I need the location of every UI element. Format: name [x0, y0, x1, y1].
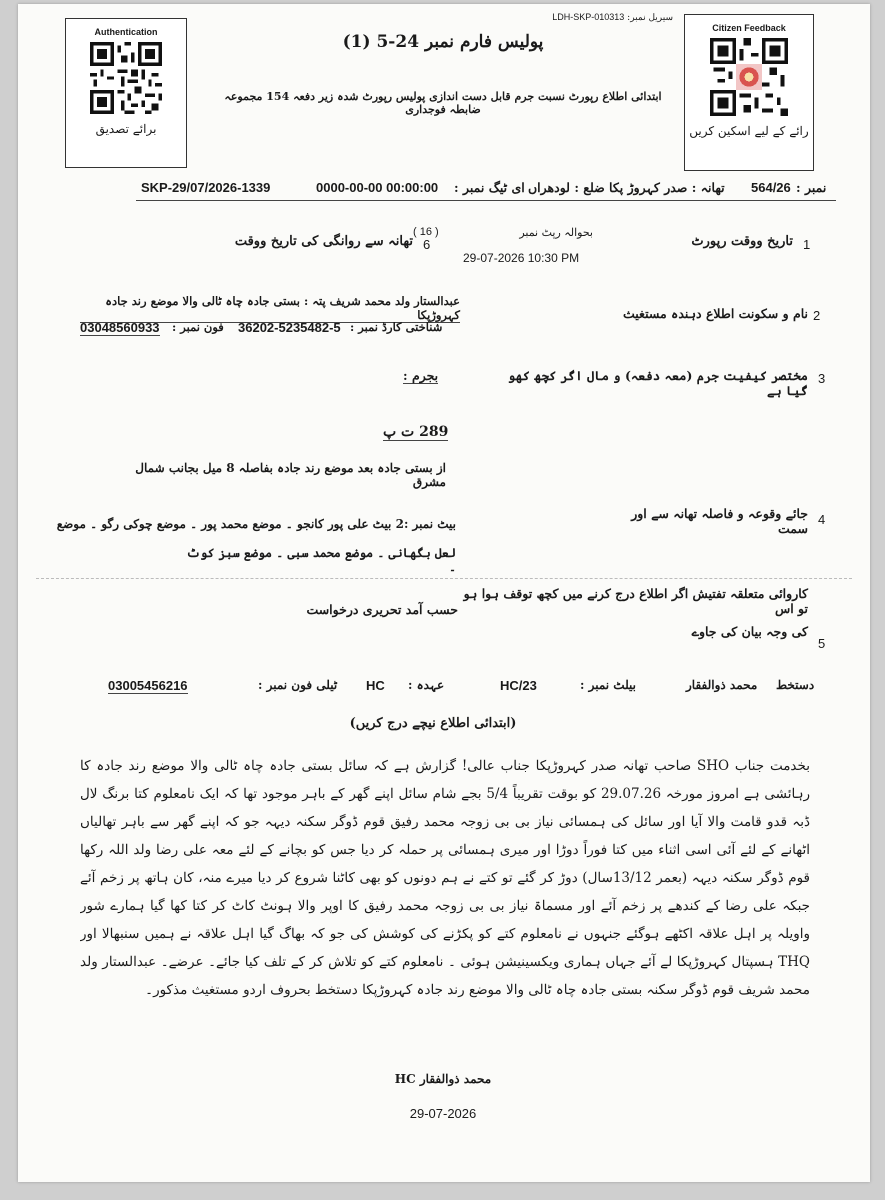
item-5-label-line-2: کی وجہ بیان کی جاوے: [691, 624, 808, 639]
item-5-value: حسب آمد تحریری درخواست: [306, 602, 458, 617]
form-title: پولیس فارم نمبر 24-5 (1): [342, 32, 544, 52]
complainant-phone: 03048560933: [80, 320, 160, 335]
item-4-number: 4: [818, 512, 826, 527]
reference-line: [136, 180, 836, 202]
item-4-beat-line-2: لعل بگھانی ۔ موضع محمد سبی ۔ موضع سبز کوٹ ۔: [186, 546, 456, 574]
etag-value: 0000-00-00 00:00:00: [316, 180, 439, 195]
item-5-label-line-1: کاروائی متعلقہ تفتیش اگر اطلاع درج کرنے میں کچھ توقف ہوا ہو تو اس: [463, 586, 808, 616]
item-2-number: 2: [813, 308, 821, 323]
item-4-label: جائے وقوعہ و فاصلہ تھانہ سے اور سمت: [631, 506, 808, 536]
officer-name: محمد ذوالفقار: [686, 678, 758, 692]
complaint-body: بخدمت جناب SHO صاحب تھانہ صدر کہروڑپکا جناب عالی! گزارش ہے کہ سائل بستی جادہ چاہ ٹالی والا موضع رند جادہ کا رہائشی ہے امروز مورخہ 29.07.26 کو بوقت تقریباً 5/4 بجے شام سائل اپنے گھر کے باہر موجود تھا کہ ایک نامعلوم کتا برنگ لال ڈبہ قدو قامت والا آیا اور سائل کی ہمسائی نیاز بی بی زوجہ محمد رفیق قوم ڈوگر سکنہ دیہہ جو کہ اپنے گھر سے باہر تھالیاں اٹھانے کے لئے آئی اسی اثناء میں کتا فوراً دوڑا اور میری ہمسائی پر حملہ کر دیا جس کو بچانے کے لئے معہ علی رضا ولد اللہ رکھا قوم ڈوگر سکنہ دیہہ (بعمر 13/12سال) دوڑ کر گئے تو کتے نے ہم دونوں کو بھی کاٹنا شروع کر دیا میرے منہ، کان ہاتھ پر زخم آئے جبکہ علی رضا کے کندھے پر زخم آئے اور مسماۃ نیاز بی بی زوجہ محمد رفیق کا اوپر والا ہونٹ کاٹ کر کتا کھا گیا ہمارے شور واویلہ پر اہل علاقہ اکٹھے ہوگئے جنہوں نے نامعلوم کتے کو پکڑنے کی کوشش کی جو کہ بھاگ گیا اہل علاقہ نے ہمیں سنبھالا اور THQ ہسپتال کہروڑپکا لے آئے جہاں ہماری ویکسینیشن ہوئی ۔ نامعلوم کتے کو تلاش کر کے تلف کیا جائے۔ عرضے۔ عبدالستار ولد محمد شریف قوم ڈوگر سکنہ بستی جادہ چاہ ٹالی والا موضع رند جادہ کہروڑپکا دستخط بحروف اردو مستغیث مذکور۔: [80, 758, 810, 998]
officer-rank-label: عہدہ :: [408, 678, 445, 692]
authentication-qr-code: [90, 42, 162, 114]
item-3-number: 3: [818, 371, 826, 386]
first-information-heading: (ابتدائی اطلاع نیچے درج کریں): [349, 716, 517, 731]
serial-number-row: [533, 12, 673, 23]
item-3-section: 289 ت پ: [383, 424, 449, 440]
item-3-label: مختصر کیفیت جرم (معہ دفعہ) و مال اگر کچھ کھو گیا ہے: [507, 368, 808, 398]
citizen-feedback-caption: رائے کے لیے اسکین کریں: [689, 124, 809, 138]
section-divider: [36, 578, 852, 579]
footer-date: 29-07-2026: [409, 1106, 477, 1121]
officer-belt-label: بیلٹ نمبر :: [580, 678, 637, 692]
signature-row: [108, 678, 818, 702]
complainant-cnic-label: شناختی کارڈ نمبر :: [350, 320, 443, 334]
officer-phone-label: ٹیلی فون نمبر :: [258, 678, 338, 692]
citizen-feedback-title: Citizen Feedback: [712, 23, 786, 33]
authentication-caption: برائے تصدیق: [95, 122, 157, 136]
etag-label: ای ٹیگ نمبر :: [454, 180, 525, 195]
authentication-qr-box: [65, 18, 187, 168]
item-4-beat-line-1: بیٹ نمبر :2 بیٹ علی پور کانجو ۔ موضع محمد پور ۔ موضع چوکی رگو ۔ موضع: [56, 517, 456, 531]
item-6-label: تھانہ سے روانگی کی تاریخ ووقت: [234, 234, 413, 249]
item-3-crime-label: بجرم :: [403, 368, 439, 383]
serial-number-label: سیریل نمبر:: [627, 13, 673, 23]
citizen-feedback-qr-box: [684, 14, 814, 171]
item-2-complainant: عبدالستار ولد محمد شریف پتہ : بستی جادہ چاہ ٹالی والا موضع رند جادہ کہروڑپکا: [80, 294, 460, 323]
form-subtitle: ابتدائی اطلاع رپورٹ نسبت جرم قابل دست اندازی پولیس رپورٹ شدہ زیر دفعہ 154 مجموعہ ضابطہ فوجداری: [224, 90, 662, 116]
complainant-phone-label: فون نمبر :: [172, 320, 224, 334]
signature-label: دستخط: [776, 678, 815, 692]
complainant-cnic: 36202-5235482-5: [238, 320, 341, 335]
authentication-title: Authentication: [94, 27, 158, 37]
officer-phone: 03005456216: [108, 678, 188, 693]
item-2-label: نام و سکونت اطلاع دہندہ مستغیث: [623, 306, 808, 321]
fir-number-label: نمبر :: [796, 180, 827, 195]
serial-number-value: LDH-SKP-010313: [552, 12, 625, 22]
item-1-datetime: 29-07-2026 10:30 PM: [463, 251, 580, 265]
item-1-label: تاریخ ووقت رپورٹ: [691, 234, 793, 249]
skp-reference: SKP-29/07/2026-1339: [141, 180, 271, 195]
item-1-ref-label: بحوالہ رپٹ نمبر: [519, 226, 593, 239]
reference-underline: [136, 200, 836, 201]
item-1-ref-number: ( 16 ): [413, 226, 439, 238]
fir-number: 564/26: [751, 180, 791, 195]
item-2-id-phone: [80, 320, 460, 340]
item-1-number: 1: [803, 237, 811, 252]
citizen-feedback-qr-code: [710, 38, 788, 116]
officer-belt-number: HC/23: [500, 678, 537, 693]
officer-rank: HC: [366, 678, 385, 693]
item-5-number: 5: [818, 636, 826, 651]
item-4-distance: از بستی جادہ بعد موضع رند جادہ بفاصلہ 8 میل بجانب شمال مشرق: [135, 461, 446, 489]
footer-officer-name: محمد ذوالفقار HC: [394, 1072, 492, 1086]
thana-district: تھانہ : صدر کہروڑ پکا ضلع : لودھراں: [528, 180, 725, 195]
item-6-number: 6: [423, 237, 431, 252]
fir-document: [18, 4, 870, 1182]
